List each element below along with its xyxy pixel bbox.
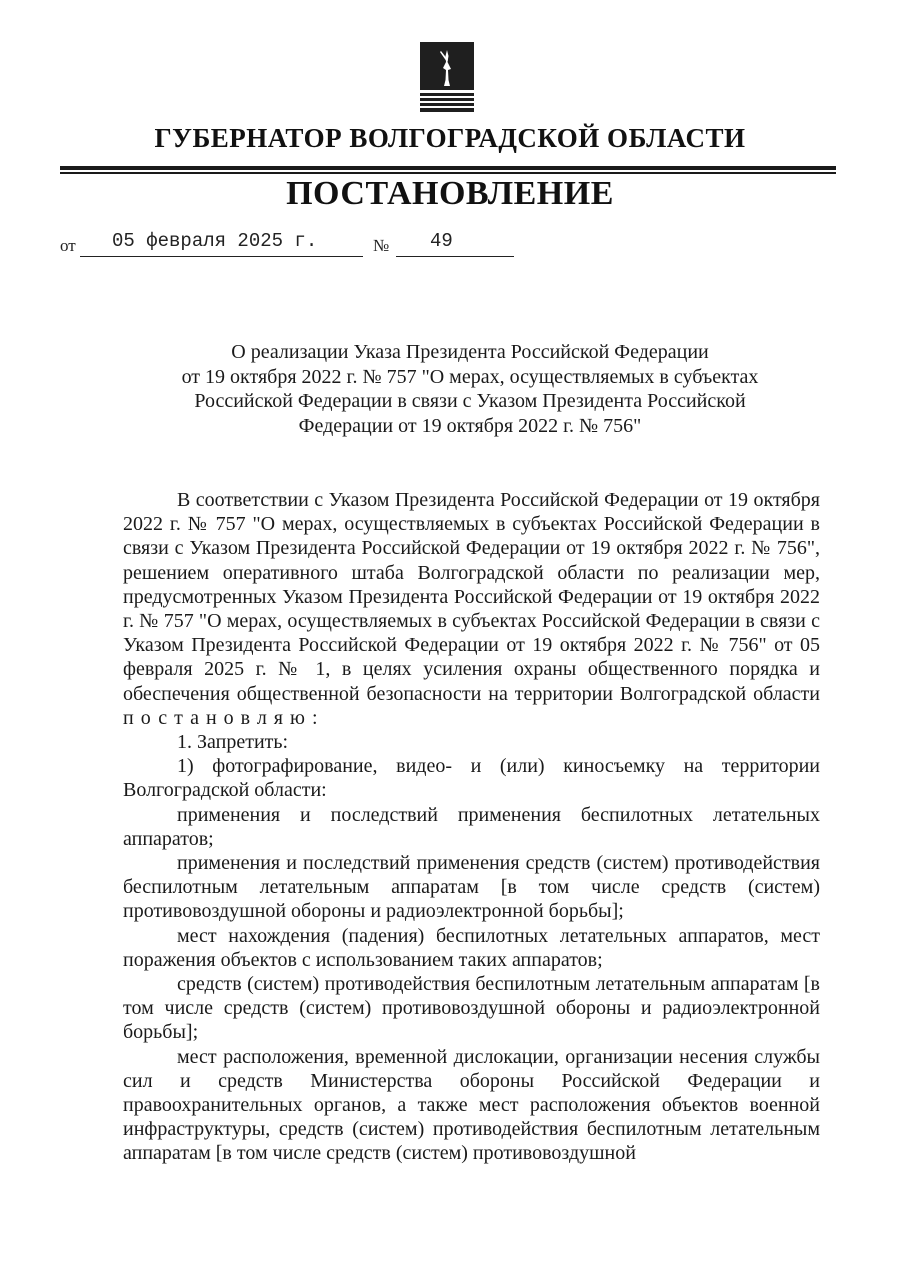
item-1: 1. Запретить: xyxy=(177,731,289,754)
subject-line: от 19 октября 2022 г. № 757 "О мерах, осуществляемых в субъектах xyxy=(181,365,759,388)
preamble-paragraph xyxy=(123,488,820,730)
clause-paragraph: применения и последствий применения средств (систем) противодействия беспилотным летательным аппаратам [в том числе средств (систем) противовоздушной обороны и радиоэлектронной борьбы]; xyxy=(123,852,820,923)
clause-paragraph: мест расположения, временной дислокации, организации несения службы сил и средств Министерства обороны Российской Федерации и правоохранительных органов, а также мест расположения объектов военной инфраструктуры, средств (систем) противодействия беспилотным летательным аппаратам [в том числе средств (систем) противовоздушной xyxy=(123,1045,820,1165)
subject-line: Российской Федерации в связи с Указом Президента Российской xyxy=(194,390,746,412)
date-prefix: от xyxy=(60,236,76,255)
item-1-1: 1) фотографирование, видео- и (или) киносъемку на территории Волгоградской области: xyxy=(123,755,820,802)
header-rule-thick xyxy=(60,166,836,170)
volgograd-region-emblem-icon xyxy=(420,42,474,112)
date-underline xyxy=(80,256,363,257)
subject-line: О реализации Указа Президента Российской Федерации xyxy=(231,341,709,363)
header-rule-thin xyxy=(60,172,836,174)
number-underline xyxy=(396,256,514,257)
decree-word: постановляю: xyxy=(123,706,325,729)
document-subject xyxy=(150,340,790,438)
clause-paragraph: применения и последствий применения беспилотных летательных аппаратов; xyxy=(123,803,820,850)
org-title: ГУБЕРНАТОР ВОЛГОГРАДСКОЙ ОБЛАСТИ xyxy=(154,123,746,153)
clause-paragraph: средств (систем) противодействия беспилотным летательным аппаратам [в том числе средств (систем) противовоздушной обороны и радиоэлектронной борьбы]; xyxy=(123,973,820,1044)
document-type-title: ПОСТАНОВЛЕНИЕ xyxy=(286,175,614,212)
clause-paragraph: мест нахождения (падения) беспилотных летательных аппаратов, мест поражения объектов с использованием таких аппаратов; xyxy=(123,924,820,971)
document-body xyxy=(123,488,820,1166)
number-prefix: № xyxy=(373,236,390,255)
document-date: 05 февраля 2025 г. xyxy=(112,230,318,252)
subject-line: Федерации от 19 октября 2022 г. № 756" xyxy=(298,414,642,437)
document-number: 49 xyxy=(430,230,453,252)
preamble-text: В соответствии с Указом Президента Российской Федерации от 19 октября 2022 г. № 757 "О мерах, осуществляемых в субъектах Российской Федерации в связи с Указом Президента Российской Федерации от 19 октября 2022 г. № 756", решением оперативного штаба Волгоградской области по реализации мер, предусмотренных Указом Президента Российской Федерации от 19 октября 2022 г. № 757 "О мерах, осуществляемых в субъектах Российской Федерации в связи с Указом Президента Российской Федерации от 19 октября 2022 г. № 756" от 05 февраля 2025 г. № 1, в целях усиления охраны общественного порядка и обеспечения общественной безопасности на территории Волгоградской области xyxy=(123,489,820,705)
